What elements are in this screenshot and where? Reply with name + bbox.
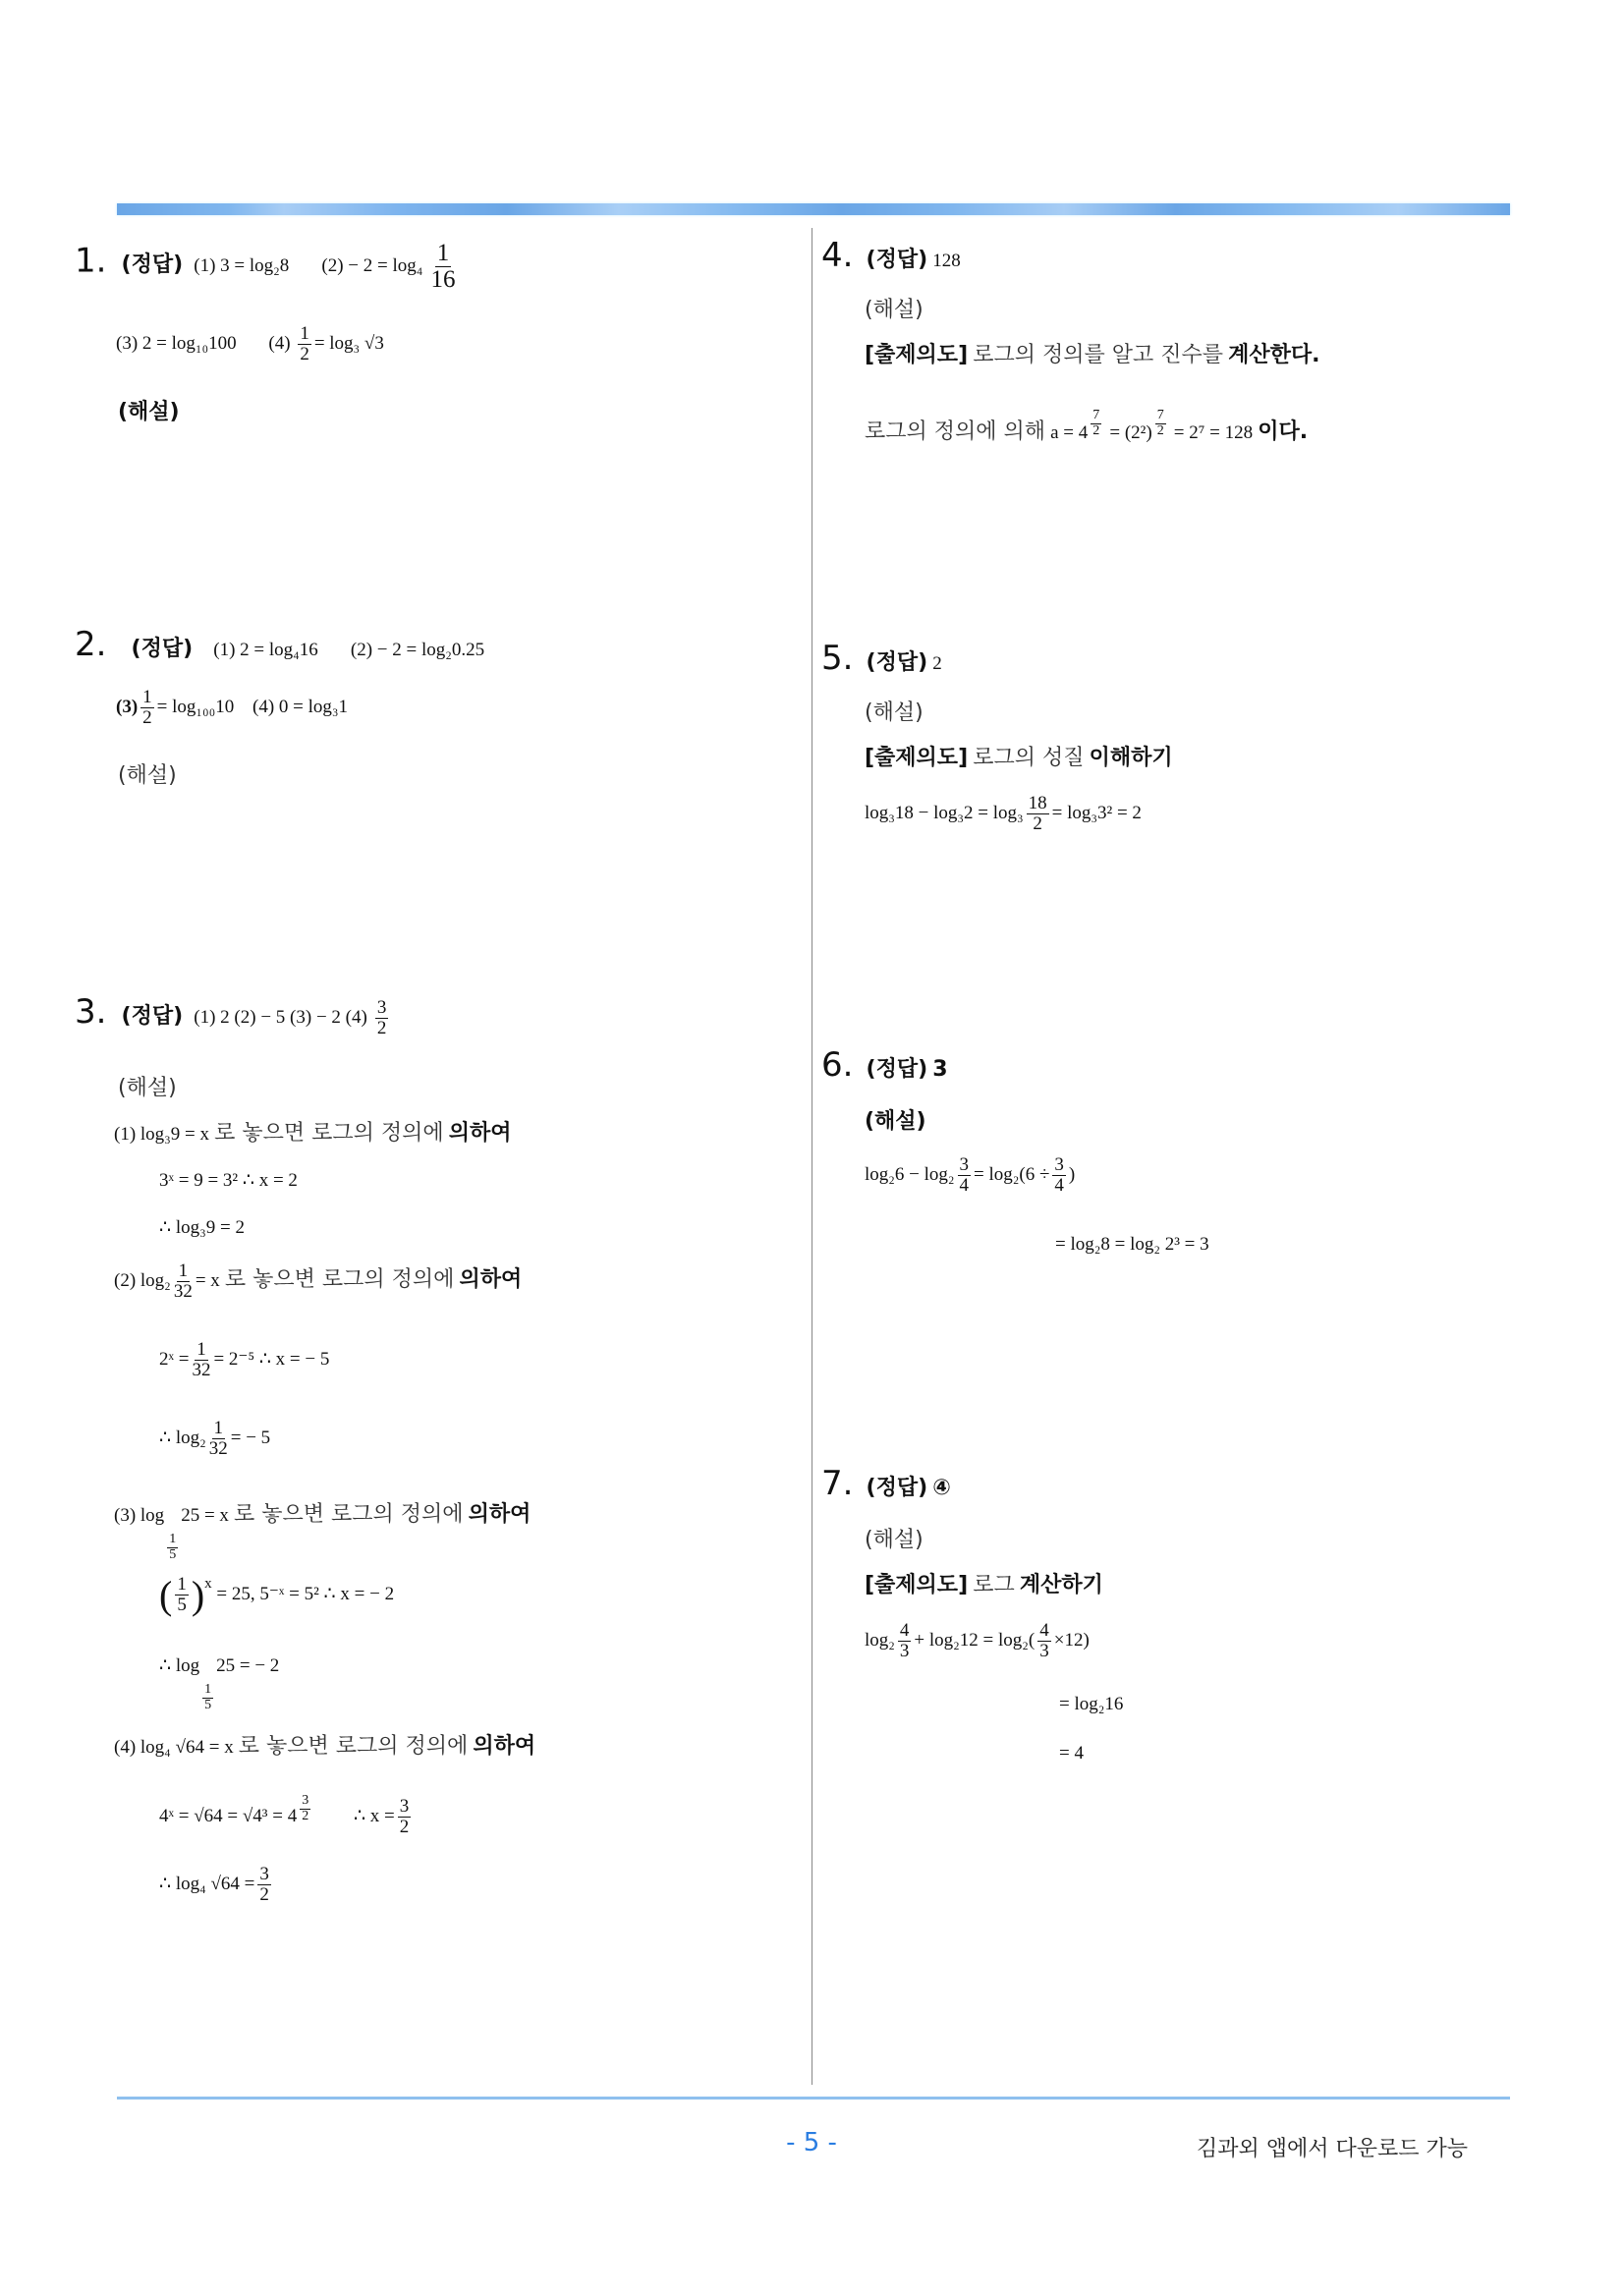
explanation-label: (해설)	[865, 700, 924, 725]
explanation-label: (해설)	[118, 1076, 177, 1100]
page-number: - 5 -	[786, 2128, 837, 2157]
exponent-fraction: $\frac{3}{2}$	[302, 1793, 309, 1823]
answer-label: (정답)	[121, 252, 184, 278]
q7-solution-line1: log₂ $\frac{4}{3}$ + log₂12 = log₂( $\frac{4}{3}$ ×12)	[865, 1620, 1090, 1661]
fraction: $\frac{1}{5}$	[177, 1574, 187, 1615]
question-number: 3.	[75, 992, 107, 1032]
q3-step4: (4) log₄ √64 = x 로 놓으변 로그의 정의에 의하여	[114, 1734, 536, 1759]
q3-step2: (2) log₂ $\frac{1}{32}$ = x 로 놓으변 로그의 정의에 의하여	[114, 1260, 523, 1302]
answer-1: (1) 2 = log₄16	[213, 640, 318, 660]
q3-step4-eq2: ∴ log₄ √64 = $\frac{3}{2}$	[159, 1864, 269, 1905]
question-number: 4.	[821, 236, 854, 275]
fraction: $\frac{18}{2}$	[1028, 793, 1047, 834]
q3-step2-eq2: ∴ log₂ $\frac{1}{32}$ = − 5	[159, 1418, 271, 1459]
q3-step3: (3) log $\frac{1}{5}$ 25 = x 로 놓으변 로그의 정의에 의하여	[114, 1502, 532, 1562]
question-2	[75, 625, 484, 664]
answer-label: (정답)	[866, 650, 928, 675]
intent-line: [출제의도] 로그의 성질 이해하기	[865, 746, 1173, 770]
question-number: 6.	[821, 1045, 854, 1085]
fraction: $\frac{3}{2}$	[259, 1864, 269, 1905]
answer-1: (1) 3 = log₂8	[194, 255, 290, 277]
intent-line: [출제의도] 로그 계산하기	[865, 1573, 1103, 1597]
question-1	[75, 241, 458, 294]
answers: (1) 2 (2) − 5 (3) − 2 (4)	[194, 1007, 367, 1028]
fraction: $\frac{3}{4}$	[1054, 1154, 1064, 1196]
q1-answers-line2: (3) 2 = log₁₀100 (4) $\frac{1}{2}$ = log₃ √3	[116, 323, 384, 364]
explanation-label: (해설)	[118, 763, 177, 788]
question-6	[821, 1045, 948, 1085]
explanation-label: (해설)	[865, 298, 924, 322]
answer-value: 2	[932, 653, 942, 674]
log-base-fraction: $\frac{1}{5}$	[169, 1532, 177, 1562]
answer-value: 3	[932, 1057, 948, 1082]
q5-solution: log₃18 − log₃2 = log₃ $\frac{18}{2}$ = log₃3² = 2	[865, 793, 1142, 834]
answer-2: (2) − 2 = log₄	[321, 255, 423, 277]
footer-note: 김과외 앱에서 다운로드 가능	[1197, 2137, 1469, 2161]
fraction: $\frac{1}{2}$	[300, 323, 309, 364]
q6-solution-line1: log₂6 − log₂ $\frac{3}{4}$ = log₂(6 ÷ $\frac{3}{4}$ )	[865, 1154, 1076, 1196]
explanation-label: (해설)	[118, 400, 180, 424]
exponent-fraction: $\frac{7}{2}$	[1156, 408, 1164, 438]
fraction: $\frac{3}{2}$	[399, 1796, 410, 1838]
question-number: 1.	[75, 241, 107, 281]
question-number: 5.	[821, 639, 854, 678]
answer-2: (2) − 2 = log₂0.25	[350, 640, 485, 660]
question-number: 7.	[821, 1464, 854, 1503]
question-7	[821, 1464, 951, 1503]
q3-step2-eq1: 2ˣ = $\frac{1}{32}$ = 2⁻⁵ ∴ x = − 5	[159, 1339, 330, 1380]
q4-solution: 로그의 정의에 의해 a = 4 $\frac{7}{2}$ = (2²) $\frac{7}{2}$ = 2⁷ = 128 이다.	[865, 408, 1309, 444]
q3-step1-eq2: ∴ log₃9 = 2	[159, 1217, 245, 1238]
explanation-label: (해설)	[865, 1109, 926, 1134]
fraction: $\frac{3}{4}$	[959, 1154, 970, 1196]
fraction: $\frac{1}{32}$	[173, 1260, 193, 1302]
q3-step1: (1) log₃9 = x 로 놓으면 로그의 정의에 의하여	[114, 1121, 512, 1146]
explanation-label: (해설)	[865, 1528, 924, 1552]
question-number: 2.	[75, 625, 107, 664]
answer-4: (4)	[268, 332, 291, 354]
answer-label: (정답)	[866, 1476, 928, 1500]
fraction: $\frac{1}{2}$	[142, 687, 152, 728]
answer-label: (정답)	[131, 637, 194, 661]
fraction: $\frac{1}{32}$	[208, 1418, 228, 1459]
fraction: $\frac{1}{32}$	[192, 1339, 211, 1380]
answer-3: (3) 2 = log₁₀100	[116, 332, 237, 354]
answer-3: (3)	[116, 696, 139, 717]
q3-step4-eq1: 4ˣ = √64 = √4³ = 4 $\frac{3}{2}$ ∴ x = $\frac{3}{2}$	[159, 1793, 410, 1838]
answer-value: ④	[932, 1476, 951, 1500]
answer-value: 128	[932, 251, 961, 271]
question-5	[821, 639, 942, 678]
question-4	[821, 236, 961, 275]
q7-solution-line2: = log₂16	[1059, 1694, 1124, 1714]
q2-answers-line2: (3) $\frac{1}{2}$ = log₁₀₀10 (4) 0 = log₃1	[116, 687, 349, 728]
question-3	[75, 992, 391, 1038]
q3-step1-eq1: 3ˣ = 9 = 3² ∴ x = 2	[159, 1170, 298, 1191]
footer-line	[117, 2097, 1510, 2100]
fraction: $\frac{1}{16}$	[430, 240, 456, 294]
answer-label: (정답)	[866, 248, 928, 272]
q3-step3-eq1: ( $\frac{1}{5}$ )$^x$ = 25, 5⁻ˣ = 5² ∴ x = − 2	[159, 1573, 395, 1617]
log-base-fraction: $\frac{1}{5}$	[204, 1682, 212, 1712]
q3-step3-eq2: ∴ log $\frac{1}{5}$ 25 = − 2	[159, 1655, 280, 1712]
fraction: $\frac{4}{3}$	[1039, 1620, 1049, 1661]
intent-line: [출제의도] 로그의 정의를 알고 진수를 계산한다.	[865, 343, 1320, 367]
fraction: $\frac{3}{2}$	[376, 997, 387, 1038]
answer-label: (정답)	[121, 1004, 184, 1029]
q6-solution-line2: = log₂8 = log₂ 2³ = 3	[1055, 1234, 1209, 1255]
header-decor-bar	[117, 203, 1510, 215]
answer-4: (4) 0 = log₃1	[252, 696, 349, 717]
q7-solution-line3: = 4	[1059, 1743, 1084, 1764]
exponent-fraction: $\frac{7}{2}$	[1092, 408, 1100, 438]
fraction: $\frac{4}{3}$	[899, 1620, 910, 1661]
answer-label: (정답)	[866, 1057, 928, 1082]
